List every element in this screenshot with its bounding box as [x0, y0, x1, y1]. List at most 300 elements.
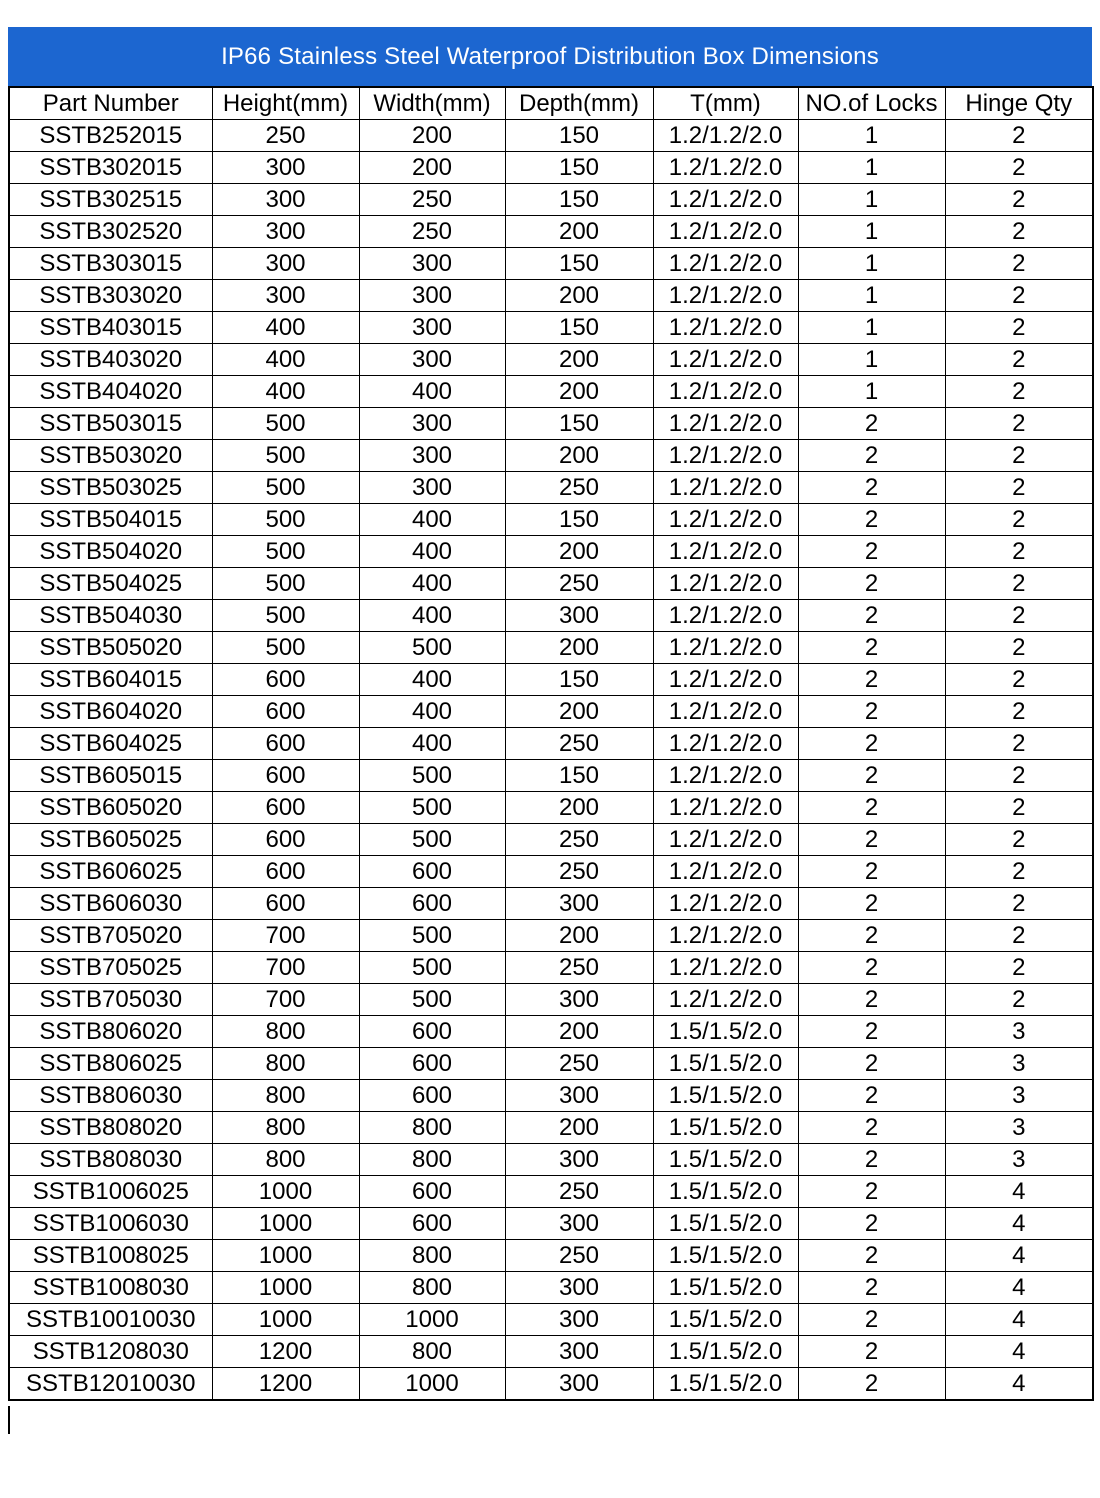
- locks-cell: 2: [798, 632, 945, 664]
- part-number-cell: SSTB705030: [9, 984, 212, 1016]
- column-header-height: Height(mm): [212, 87, 359, 120]
- width-cell: 300: [359, 280, 505, 312]
- width-cell: 200: [359, 120, 505, 152]
- depth-cell: 300: [505, 600, 653, 632]
- dimension-sheet: [8, 27, 1092, 1401]
- locks-cell: 2: [798, 1368, 945, 1401]
- height-cell: 300: [212, 248, 359, 280]
- hinge-qty-cell: 2: [945, 216, 1093, 248]
- hinge-qty-cell: 2: [945, 632, 1093, 664]
- table-title: IP66 Stainless Steel Waterproof Distribution Box Dimensions: [8, 27, 1092, 86]
- width-cell: 500: [359, 952, 505, 984]
- depth-cell: 200: [505, 696, 653, 728]
- width-cell: 500: [359, 984, 505, 1016]
- hinge-qty-cell: 2: [945, 472, 1093, 504]
- hinge-qty-cell: 3: [945, 1048, 1093, 1080]
- table-row: [9, 1208, 1093, 1240]
- width-cell: 600: [359, 1208, 505, 1240]
- hinge-qty-cell: 2: [945, 728, 1093, 760]
- height-cell: 600: [212, 792, 359, 824]
- width-cell: 500: [359, 824, 505, 856]
- thickness-cell: 1.2/1.2/2.0: [653, 824, 798, 856]
- part-number-cell: SSTB605025: [9, 824, 212, 856]
- locks-cell: 2: [798, 1176, 945, 1208]
- height-cell: 500: [212, 472, 359, 504]
- height-cell: 1000: [212, 1240, 359, 1272]
- locks-cell: 2: [798, 1112, 945, 1144]
- height-cell: 800: [212, 1080, 359, 1112]
- width-cell: 300: [359, 312, 505, 344]
- table-row: [9, 1368, 1093, 1401]
- part-number-cell: SSTB605015: [9, 760, 212, 792]
- locks-cell: 2: [798, 888, 945, 920]
- thickness-cell: 1.2/1.2/2.0: [653, 568, 798, 600]
- column-header-hinge-qty: Hinge Qty: [945, 87, 1093, 120]
- locks-cell: 2: [798, 664, 945, 696]
- column-header-thickness: T(mm): [653, 87, 798, 120]
- hinge-qty-cell: 2: [945, 376, 1093, 408]
- height-cell: 500: [212, 600, 359, 632]
- thickness-cell: 1.2/1.2/2.0: [653, 152, 798, 184]
- column-header-part-number: Part Number: [9, 87, 212, 120]
- table-row: [9, 600, 1093, 632]
- height-cell: 600: [212, 888, 359, 920]
- depth-cell: 200: [505, 1112, 653, 1144]
- depth-cell: 250: [505, 952, 653, 984]
- hinge-qty-cell: 4: [945, 1304, 1093, 1336]
- table-row: [9, 1144, 1093, 1176]
- depth-cell: 150: [505, 120, 653, 152]
- height-cell: 1000: [212, 1208, 359, 1240]
- locks-cell: 2: [798, 1048, 945, 1080]
- hinge-qty-cell: 4: [945, 1208, 1093, 1240]
- locks-cell: 1: [798, 152, 945, 184]
- part-number-cell: SSTB1208030: [9, 1336, 212, 1368]
- table-row: [9, 1176, 1093, 1208]
- hinge-qty-cell: 2: [945, 408, 1093, 440]
- thickness-cell: 1.5/1.5/2.0: [653, 1048, 798, 1080]
- hinge-qty-cell: 4: [945, 1176, 1093, 1208]
- part-number-cell: SSTB705020: [9, 920, 212, 952]
- width-cell: 800: [359, 1336, 505, 1368]
- locks-cell: 2: [798, 792, 945, 824]
- locks-cell: 1: [798, 248, 945, 280]
- width-cell: 1000: [359, 1304, 505, 1336]
- height-cell: 600: [212, 728, 359, 760]
- part-number-cell: SSTB10010030: [9, 1304, 212, 1336]
- thickness-cell: 1.5/1.5/2.0: [653, 1272, 798, 1304]
- thickness-cell: 1.5/1.5/2.0: [653, 1240, 798, 1272]
- depth-cell: 250: [505, 472, 653, 504]
- depth-cell: 200: [505, 536, 653, 568]
- table-row: [9, 152, 1093, 184]
- thickness-cell: 1.2/1.2/2.0: [653, 856, 798, 888]
- table-row: [9, 1016, 1093, 1048]
- width-cell: 600: [359, 856, 505, 888]
- height-cell: 700: [212, 984, 359, 1016]
- width-cell: 400: [359, 536, 505, 568]
- hinge-qty-cell: 2: [945, 952, 1093, 984]
- thickness-cell: 1.5/1.5/2.0: [653, 1080, 798, 1112]
- width-cell: 400: [359, 568, 505, 600]
- thickness-cell: 1.2/1.2/2.0: [653, 440, 798, 472]
- locks-cell: 2: [798, 408, 945, 440]
- locks-cell: 1: [798, 344, 945, 376]
- part-number-cell: SSTB604020: [9, 696, 212, 728]
- table-row: [9, 280, 1093, 312]
- width-cell: 600: [359, 1048, 505, 1080]
- thickness-cell: 1.2/1.2/2.0: [653, 312, 798, 344]
- locks-cell: 2: [798, 1272, 945, 1304]
- part-number-cell: SSTB1006025: [9, 1176, 212, 1208]
- thickness-cell: 1.2/1.2/2.0: [653, 280, 798, 312]
- part-number-cell: SSTB1006030: [9, 1208, 212, 1240]
- depth-cell: 300: [505, 1272, 653, 1304]
- depth-cell: 150: [505, 152, 653, 184]
- width-cell: 600: [359, 888, 505, 920]
- height-cell: 400: [212, 312, 359, 344]
- height-cell: 700: [212, 952, 359, 984]
- height-cell: 500: [212, 408, 359, 440]
- locks-cell: 2: [798, 1080, 945, 1112]
- hinge-qty-cell: 3: [945, 1016, 1093, 1048]
- thickness-cell: 1.2/1.2/2.0: [653, 536, 798, 568]
- locks-cell: 2: [798, 984, 945, 1016]
- part-number-cell: SSTB705025: [9, 952, 212, 984]
- part-number-cell: SSTB606030: [9, 888, 212, 920]
- part-number-cell: SSTB404020: [9, 376, 212, 408]
- depth-cell: 200: [505, 440, 653, 472]
- height-cell: 1000: [212, 1176, 359, 1208]
- hinge-qty-cell: 2: [945, 760, 1093, 792]
- thickness-cell: 1.5/1.5/2.0: [653, 1336, 798, 1368]
- part-number-cell: SSTB505020: [9, 632, 212, 664]
- width-cell: 500: [359, 760, 505, 792]
- table-row: [9, 920, 1093, 952]
- height-cell: 1200: [212, 1368, 359, 1401]
- height-cell: 1000: [212, 1304, 359, 1336]
- hinge-qty-cell: 2: [945, 664, 1093, 696]
- height-cell: 250: [212, 120, 359, 152]
- thickness-cell: 1.2/1.2/2.0: [653, 984, 798, 1016]
- thickness-cell: 1.5/1.5/2.0: [653, 1112, 798, 1144]
- table-row: [9, 376, 1093, 408]
- height-cell: 500: [212, 440, 359, 472]
- part-number-cell: SSTB503025: [9, 472, 212, 504]
- table-row: [9, 504, 1093, 536]
- table-row: [9, 1336, 1093, 1368]
- table-left-edge-line: [8, 1406, 10, 1434]
- hinge-qty-cell: 2: [945, 920, 1093, 952]
- part-number-cell: SSTB503015: [9, 408, 212, 440]
- height-cell: 600: [212, 696, 359, 728]
- locks-cell: 2: [798, 504, 945, 536]
- table-row: [9, 120, 1093, 152]
- part-number-cell: SSTB12010030: [9, 1368, 212, 1401]
- locks-cell: 2: [798, 472, 945, 504]
- thickness-cell: 1.2/1.2/2.0: [653, 248, 798, 280]
- table-row: [9, 664, 1093, 696]
- thickness-cell: 1.2/1.2/2.0: [653, 408, 798, 440]
- hinge-qty-cell: 3: [945, 1144, 1093, 1176]
- width-cell: 800: [359, 1272, 505, 1304]
- part-number-cell: SSTB302520: [9, 216, 212, 248]
- thickness-cell: 1.2/1.2/2.0: [653, 376, 798, 408]
- locks-cell: 2: [798, 760, 945, 792]
- height-cell: 700: [212, 920, 359, 952]
- width-cell: 600: [359, 1016, 505, 1048]
- height-cell: 300: [212, 280, 359, 312]
- part-number-cell: SSTB303020: [9, 280, 212, 312]
- depth-cell: 300: [505, 984, 653, 1016]
- thickness-cell: 1.5/1.5/2.0: [653, 1368, 798, 1401]
- depth-cell: 300: [505, 1080, 653, 1112]
- height-cell: 300: [212, 184, 359, 216]
- locks-cell: 1: [798, 216, 945, 248]
- locks-cell: 2: [798, 1240, 945, 1272]
- depth-cell: 150: [505, 408, 653, 440]
- height-cell: 500: [212, 568, 359, 600]
- locks-cell: 1: [798, 184, 945, 216]
- hinge-qty-cell: 4: [945, 1336, 1093, 1368]
- locks-cell: 2: [798, 856, 945, 888]
- depth-cell: 200: [505, 792, 653, 824]
- width-cell: 600: [359, 1080, 505, 1112]
- width-cell: 800: [359, 1112, 505, 1144]
- table-row: [9, 312, 1093, 344]
- depth-cell: 150: [505, 504, 653, 536]
- height-cell: 1000: [212, 1272, 359, 1304]
- thickness-cell: 1.2/1.2/2.0: [653, 760, 798, 792]
- part-number-cell: SSTB806030: [9, 1080, 212, 1112]
- locks-cell: 2: [798, 1336, 945, 1368]
- height-cell: 600: [212, 824, 359, 856]
- depth-cell: 250: [505, 728, 653, 760]
- part-number-cell: SSTB403015: [9, 312, 212, 344]
- locks-cell: 2: [798, 920, 945, 952]
- depth-cell: 200: [505, 344, 653, 376]
- thickness-cell: 1.5/1.5/2.0: [653, 1208, 798, 1240]
- depth-cell: 250: [505, 1176, 653, 1208]
- part-number-cell: SSTB808020: [9, 1112, 212, 1144]
- table-row: [9, 888, 1093, 920]
- width-cell: 300: [359, 440, 505, 472]
- table-row: [9, 440, 1093, 472]
- part-number-cell: SSTB806020: [9, 1016, 212, 1048]
- table-row: [9, 1048, 1093, 1080]
- table-row: [9, 248, 1093, 280]
- part-number-cell: SSTB504020: [9, 536, 212, 568]
- depth-cell: 200: [505, 920, 653, 952]
- hinge-qty-cell: 2: [945, 344, 1093, 376]
- part-number-cell: SSTB504015: [9, 504, 212, 536]
- width-cell: 250: [359, 184, 505, 216]
- thickness-cell: 1.5/1.5/2.0: [653, 1144, 798, 1176]
- depth-cell: 300: [505, 1368, 653, 1401]
- part-number-cell: SSTB504030: [9, 600, 212, 632]
- height-cell: 600: [212, 760, 359, 792]
- thickness-cell: 1.2/1.2/2.0: [653, 952, 798, 984]
- width-cell: 400: [359, 696, 505, 728]
- width-cell: 800: [359, 1144, 505, 1176]
- height-cell: 600: [212, 664, 359, 696]
- locks-cell: 2: [798, 696, 945, 728]
- depth-cell: 250: [505, 568, 653, 600]
- part-number-cell: SSTB604025: [9, 728, 212, 760]
- depth-cell: 200: [505, 216, 653, 248]
- thickness-cell: 1.5/1.5/2.0: [653, 1016, 798, 1048]
- height-cell: 300: [212, 152, 359, 184]
- hinge-qty-cell: 4: [945, 1272, 1093, 1304]
- depth-cell: 150: [505, 760, 653, 792]
- hinge-qty-cell: 4: [945, 1240, 1093, 1272]
- part-number-cell: SSTB806025: [9, 1048, 212, 1080]
- width-cell: 300: [359, 408, 505, 440]
- depth-cell: 250: [505, 824, 653, 856]
- hinge-qty-cell: 2: [945, 152, 1093, 184]
- width-cell: 500: [359, 920, 505, 952]
- part-number-cell: SSTB605020: [9, 792, 212, 824]
- height-cell: 800: [212, 1016, 359, 1048]
- hinge-qty-cell: 2: [945, 696, 1093, 728]
- thickness-cell: 1.2/1.2/2.0: [653, 888, 798, 920]
- depth-cell: 250: [505, 856, 653, 888]
- table-body: [9, 120, 1093, 1401]
- hinge-qty-cell: 2: [945, 184, 1093, 216]
- table-row: [9, 536, 1093, 568]
- thickness-cell: 1.2/1.2/2.0: [653, 216, 798, 248]
- thickness-cell: 1.2/1.2/2.0: [653, 344, 798, 376]
- table-row: [9, 472, 1093, 504]
- width-cell: 500: [359, 632, 505, 664]
- hinge-qty-cell: 2: [945, 248, 1093, 280]
- thickness-cell: 1.5/1.5/2.0: [653, 1304, 798, 1336]
- part-number-cell: SSTB302015: [9, 152, 212, 184]
- depth-cell: 200: [505, 632, 653, 664]
- width-cell: 800: [359, 1240, 505, 1272]
- depth-cell: 150: [505, 184, 653, 216]
- depth-cell: 250: [505, 1048, 653, 1080]
- thickness-cell: 1.2/1.2/2.0: [653, 184, 798, 216]
- table-row: [9, 632, 1093, 664]
- locks-cell: 1: [798, 280, 945, 312]
- part-number-cell: SSTB403020: [9, 344, 212, 376]
- width-cell: 400: [359, 376, 505, 408]
- width-cell: 600: [359, 1176, 505, 1208]
- width-cell: 400: [359, 504, 505, 536]
- dimensions-table: [8, 86, 1094, 1401]
- thickness-cell: 1.2/1.2/2.0: [653, 472, 798, 504]
- width-cell: 400: [359, 728, 505, 760]
- locks-cell: 2: [798, 536, 945, 568]
- hinge-qty-cell: 2: [945, 888, 1093, 920]
- hinge-qty-cell: 2: [945, 984, 1093, 1016]
- width-cell: 250: [359, 216, 505, 248]
- thickness-cell: 1.2/1.2/2.0: [653, 504, 798, 536]
- thickness-cell: 1.2/1.2/2.0: [653, 600, 798, 632]
- table-row: [9, 984, 1093, 1016]
- table-row: [9, 760, 1093, 792]
- part-number-cell: SSTB1008030: [9, 1272, 212, 1304]
- hinge-qty-cell: 2: [945, 568, 1093, 600]
- locks-cell: 2: [798, 1304, 945, 1336]
- height-cell: 600: [212, 856, 359, 888]
- thickness-cell: 1.2/1.2/2.0: [653, 920, 798, 952]
- height-cell: 800: [212, 1048, 359, 1080]
- part-number-cell: SSTB604015: [9, 664, 212, 696]
- hinge-qty-cell: 2: [945, 440, 1093, 472]
- table-row: [9, 408, 1093, 440]
- hinge-qty-cell: 2: [945, 120, 1093, 152]
- width-cell: 300: [359, 248, 505, 280]
- table-row: [9, 1112, 1093, 1144]
- table-row: [9, 1080, 1093, 1112]
- part-number-cell: SSTB252015: [9, 120, 212, 152]
- height-cell: 300: [212, 216, 359, 248]
- depth-cell: 200: [505, 1016, 653, 1048]
- hinge-qty-cell: 3: [945, 1080, 1093, 1112]
- width-cell: 400: [359, 664, 505, 696]
- locks-cell: 2: [798, 952, 945, 984]
- depth-cell: 300: [505, 1304, 653, 1336]
- height-cell: 500: [212, 504, 359, 536]
- depth-cell: 250: [505, 1240, 653, 1272]
- table-row: [9, 1240, 1093, 1272]
- height-cell: 800: [212, 1144, 359, 1176]
- height-cell: 400: [212, 344, 359, 376]
- depth-cell: 150: [505, 248, 653, 280]
- depth-cell: 150: [505, 664, 653, 696]
- width-cell: 300: [359, 472, 505, 504]
- part-number-cell: SSTB503020: [9, 440, 212, 472]
- locks-cell: 2: [798, 728, 945, 760]
- table-row: [9, 568, 1093, 600]
- width-cell: 1000: [359, 1368, 505, 1401]
- height-cell: 800: [212, 1112, 359, 1144]
- width-cell: 500: [359, 792, 505, 824]
- thickness-cell: 1.2/1.2/2.0: [653, 792, 798, 824]
- locks-cell: 2: [798, 1208, 945, 1240]
- locks-cell: 2: [798, 824, 945, 856]
- thickness-cell: 1.2/1.2/2.0: [653, 664, 798, 696]
- locks-cell: 2: [798, 1016, 945, 1048]
- locks-cell: 1: [798, 312, 945, 344]
- part-number-cell: SSTB302515: [9, 184, 212, 216]
- part-number-cell: SSTB808030: [9, 1144, 212, 1176]
- column-header-locks: NO.of Locks: [798, 87, 945, 120]
- height-cell: 500: [212, 632, 359, 664]
- table-row: [9, 1304, 1093, 1336]
- width-cell: 200: [359, 152, 505, 184]
- locks-cell: 2: [798, 568, 945, 600]
- width-cell: 300: [359, 344, 505, 376]
- hinge-qty-cell: 4: [945, 1368, 1093, 1401]
- locks-cell: 2: [798, 600, 945, 632]
- table-row: [9, 856, 1093, 888]
- depth-cell: 200: [505, 376, 653, 408]
- locks-cell: 1: [798, 376, 945, 408]
- hinge-qty-cell: 3: [945, 1112, 1093, 1144]
- table-row: [9, 728, 1093, 760]
- part-number-cell: SSTB303015: [9, 248, 212, 280]
- hinge-qty-cell: 2: [945, 856, 1093, 888]
- table-row: [9, 696, 1093, 728]
- part-number-cell: SSTB504025: [9, 568, 212, 600]
- depth-cell: 150: [505, 312, 653, 344]
- height-cell: 1200: [212, 1336, 359, 1368]
- hinge-qty-cell: 2: [945, 824, 1093, 856]
- column-header-depth: Depth(mm): [505, 87, 653, 120]
